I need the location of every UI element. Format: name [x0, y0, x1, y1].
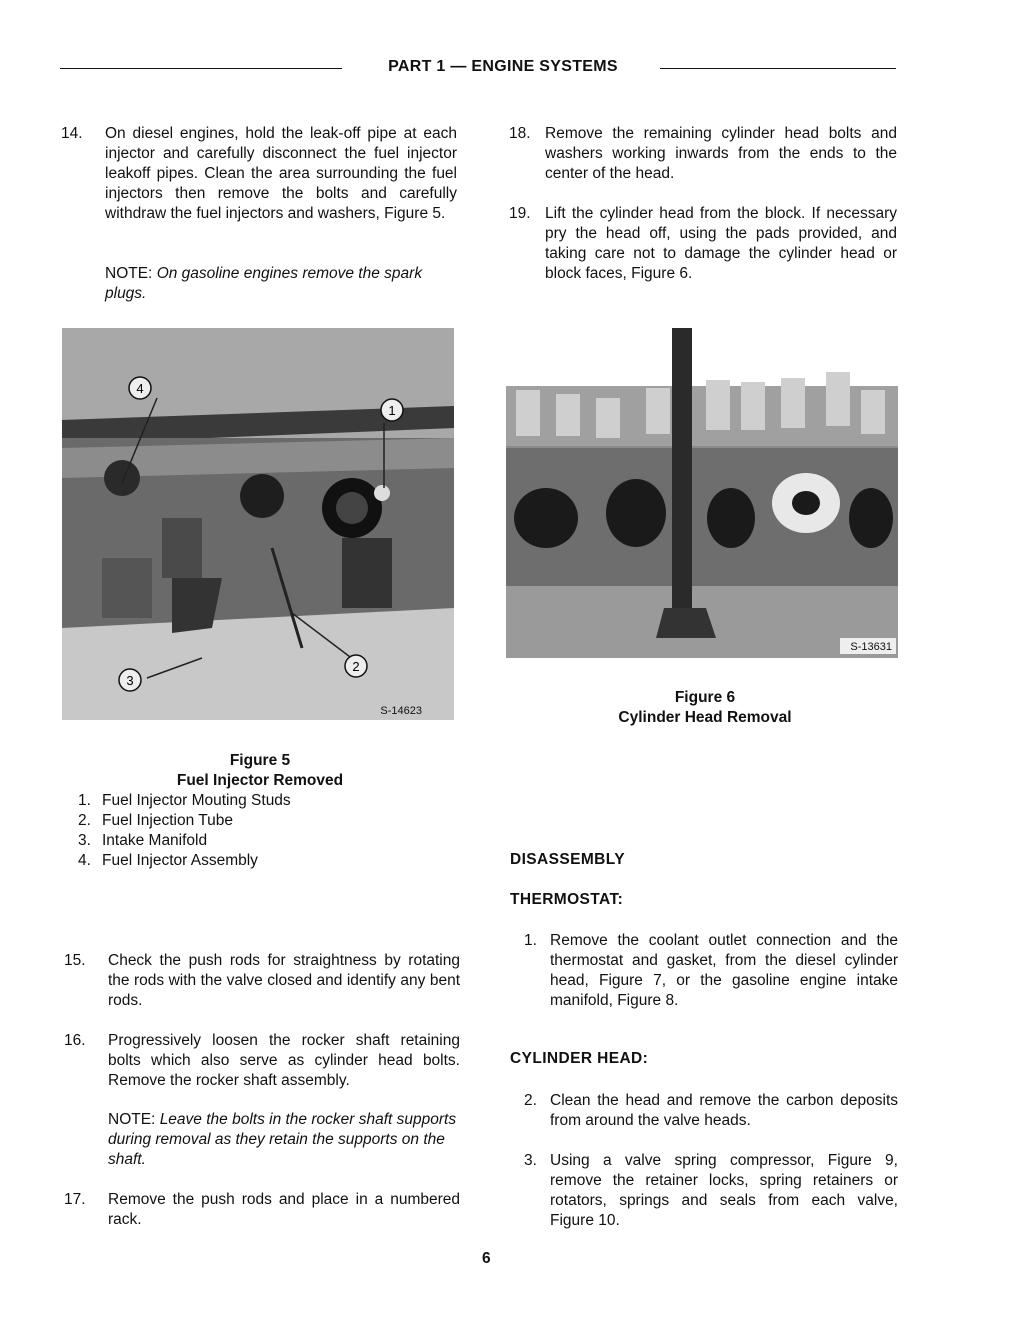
figure-6-title: Cylinder Head Removal	[618, 709, 792, 726]
legend-item: 1. Fuel Injector Mouting Studs	[78, 792, 291, 809]
step-number: 17.	[64, 1191, 86, 1208]
figure-6-number: Figure 6	[674, 689, 736, 706]
step-text: Progressively loosen the rocker shaft retaining bolts which also serve as cylinder head bolts. Remove the rocker shaft assembly.	[108, 1032, 460, 1089]
step-1	[524, 931, 898, 1011]
step-text: Remove the push rods and place in a numbered rack.	[108, 1191, 460, 1228]
header-rule-right	[660, 68, 896, 69]
header-rule-left	[60, 68, 342, 69]
step-15	[64, 951, 460, 1011]
legend-item: 4. Fuel Injector Assembly	[78, 852, 258, 869]
disassembly-heading: DISASSEMBLY	[510, 851, 625, 868]
note-text: Leave the bolts in the rocker shaft supports during removal as they retain the supports on the shaft.	[108, 1111, 457, 1168]
legend-item: 2. Fuel Injection Tube	[78, 812, 233, 829]
step-text: Using a valve spring compressor, Figure 9, remove the retainer locks, spring retainers or rotators, springs and seals from each valve, Figure 10.	[550, 1152, 898, 1229]
step-text: Check the push rods for straightness by rotating the rods with the valve closed and identify any bent rods.	[108, 952, 460, 1009]
callout-2	[345, 655, 367, 677]
step-number: 1.	[524, 932, 537, 949]
figure-5-title: Fuel Injector Removed	[176, 772, 344, 789]
step-text: On diesel engines, hold the leak-off pipe at each injector and carefully disconnect the fuel injector leakoff pipes. Clean the area surrounding the fuel injectors then remove the bolts and carefully withdraw the fuel injectors and washers, Figure 5.	[105, 125, 457, 222]
step-number: 15.	[64, 952, 86, 969]
step-3	[524, 1151, 898, 1231]
step-text: Clean the head and remove the carbon deposits from around the valve heads.	[550, 1092, 898, 1129]
figure-5-legend	[78, 791, 378, 871]
step-number: 14.	[61, 125, 83, 142]
figure-5-code: S-14623	[380, 705, 422, 717]
step-text: Remove the coolant outlet connection and the thermostat and gasket, from the diesel cylinder head, Figure 7, or the gasoline engine intake manifold, Figure 8.	[550, 932, 898, 1009]
step-number: 19.	[509, 205, 531, 222]
svg-text:3: 3	[126, 673, 134, 688]
note-gasoline	[105, 264, 457, 304]
figure-5-number: Figure 5	[229, 752, 291, 769]
note-label: NOTE:	[108, 1111, 156, 1128]
figure-5-image	[62, 328, 454, 720]
figure-6-image	[506, 328, 898, 658]
callout-4	[129, 377, 151, 399]
callout-1	[381, 399, 403, 421]
note-label: NOTE:	[105, 265, 153, 282]
page-header	[60, 58, 896, 80]
callout-3	[119, 669, 141, 691]
step-number: 16.	[64, 1032, 86, 1049]
svg-text:1: 1	[388, 403, 396, 418]
svg-text:2: 2	[352, 659, 360, 674]
step-16	[64, 1031, 460, 1091]
step-19	[509, 204, 897, 284]
header-title: PART 1 — ENGINE SYSTEMS	[388, 58, 618, 75]
cylinder-head-heading: CYLINDER HEAD:	[510, 1050, 649, 1067]
step-number: 2.	[524, 1092, 537, 1109]
note-rocker-shaft	[108, 1110, 460, 1170]
step-14	[61, 124, 457, 244]
pry-bar	[672, 328, 692, 618]
thermostat-heading: THERMOSTAT:	[510, 891, 624, 908]
figure-5-caption	[140, 751, 380, 791]
step-number: 18.	[509, 125, 531, 142]
step-text: Lift the cylinder head from the block. If necessary pry the head off, using the pads provided, and taking care not to damage the cylinder head or block faces, Figure 6.	[545, 205, 897, 282]
svg-text:4: 4	[136, 381, 144, 396]
step-number: 3.	[524, 1152, 537, 1169]
step-2	[524, 1091, 898, 1131]
cylinder-head-photo	[506, 328, 898, 658]
step-text: Remove the remaining cylinder head bolts and washers working inwards from the ends to the center of the head.	[545, 125, 897, 182]
step-18	[509, 124, 897, 184]
page-number: 6	[482, 1250, 491, 1267]
figure-6-code: S-13631	[850, 641, 892, 653]
legend-item: 3. Intake Manifold	[78, 832, 208, 849]
figure-6-caption	[560, 688, 850, 728]
step-17	[64, 1190, 460, 1230]
note-text: On gasoline engines remove the spark plugs.	[105, 265, 423, 302]
fuel-injector-photo	[62, 328, 454, 720]
